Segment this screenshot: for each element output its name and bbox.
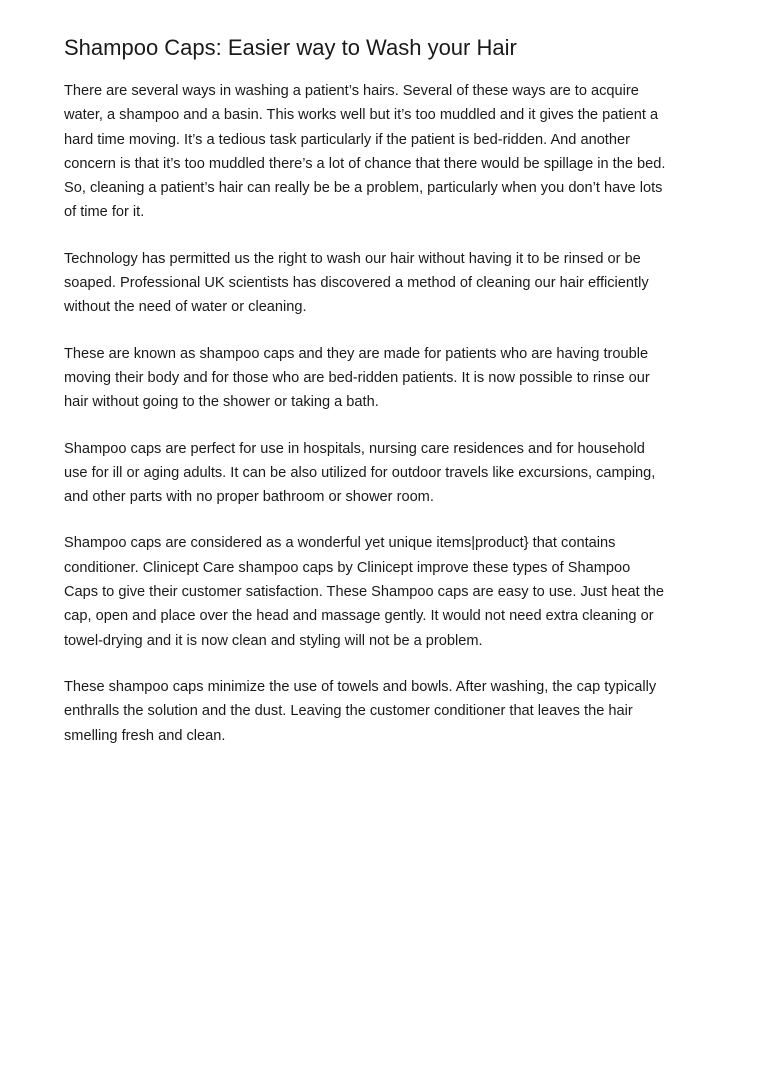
text-line: water, a shampoo and a basin. This works well but it’s too muddled and it gives the patient a — [64, 107, 659, 124]
paragraph-3 — [64, 342, 714, 415]
text-line: Shampoo caps are perfect for use in hospitals, nursing care residences and for household — [64, 440, 645, 457]
paragraph-4 — [64, 437, 714, 510]
text-line: hair without going to the shower or taking a bath. — [64, 394, 379, 411]
text-line: Technology has permitted us the right to wash our hair without having it to be rinsed or be — [64, 250, 641, 267]
text-line: towel-drying and it is now clean and styling will not be a problem. — [64, 632, 483, 649]
text-line: cap, open and place over the head and massage gently. It would not need extra cleaning or — [64, 608, 654, 625]
text-line: smelling fresh and clean. — [64, 727, 226, 744]
text-line: Shampoo caps are considered as a wonderful yet unique items|product} that contains — [64, 535, 616, 552]
text-line: conditioner. Clinicept Care shampoo caps by Clinicept improve these types of Shampoo — [64, 559, 631, 576]
document-body — [64, 31, 714, 770]
text-line: and other parts with no proper bathroom or shower room. — [64, 489, 434, 506]
text-line: Caps to give their customer satisfaction. These Shampoo caps are easy to use. Just heat the — [64, 584, 665, 601]
paragraph-2 — [64, 247, 714, 320]
page-title: Shampoo Caps: Easier way to Wash your Hair — [64, 35, 517, 60]
paragraph-6 — [64, 675, 714, 748]
text-line: enthralls the solution and the dust. Leaving the customer conditioner that leaves the hair — [64, 703, 633, 720]
text-line: concern is that it’s too muddled there’s a lot of chance that there would be spillage in the bed. — [64, 155, 666, 172]
text-line: without the need of water or cleaning. — [64, 299, 307, 316]
text-line: These shampoo caps minimize the use of towels and bowls. After washing, the cap typically — [64, 678, 657, 695]
paragraph-5 — [64, 531, 714, 652]
text-line: There are several ways in washing a patient’s hairs. Several of these ways are to acquire — [64, 83, 639, 99]
text-line: moving their body and for those who are bed-ridden patients. It is now possible to rinse our — [64, 369, 650, 386]
text-line: soaped. Professional UK scientists has discovered a method of cleaning our hair efficiently — [64, 275, 649, 292]
text-line: use for ill or aging adults. It can be also utilized for outdoor travels like excursions, camping, — [64, 464, 656, 481]
text-line: of time for it. — [64, 204, 145, 221]
text-line: These are known as shampoo caps and they are made for patients who are having trouble — [64, 345, 649, 362]
paragraph-1 — [64, 79, 714, 225]
text-line: hard time moving. It’s a tedious task particularly if the patient is bed-ridden. And another — [64, 131, 630, 148]
text-line: So, cleaning a patient’s hair can really be be a problem, particularly when you don’t have lots — [64, 180, 663, 197]
